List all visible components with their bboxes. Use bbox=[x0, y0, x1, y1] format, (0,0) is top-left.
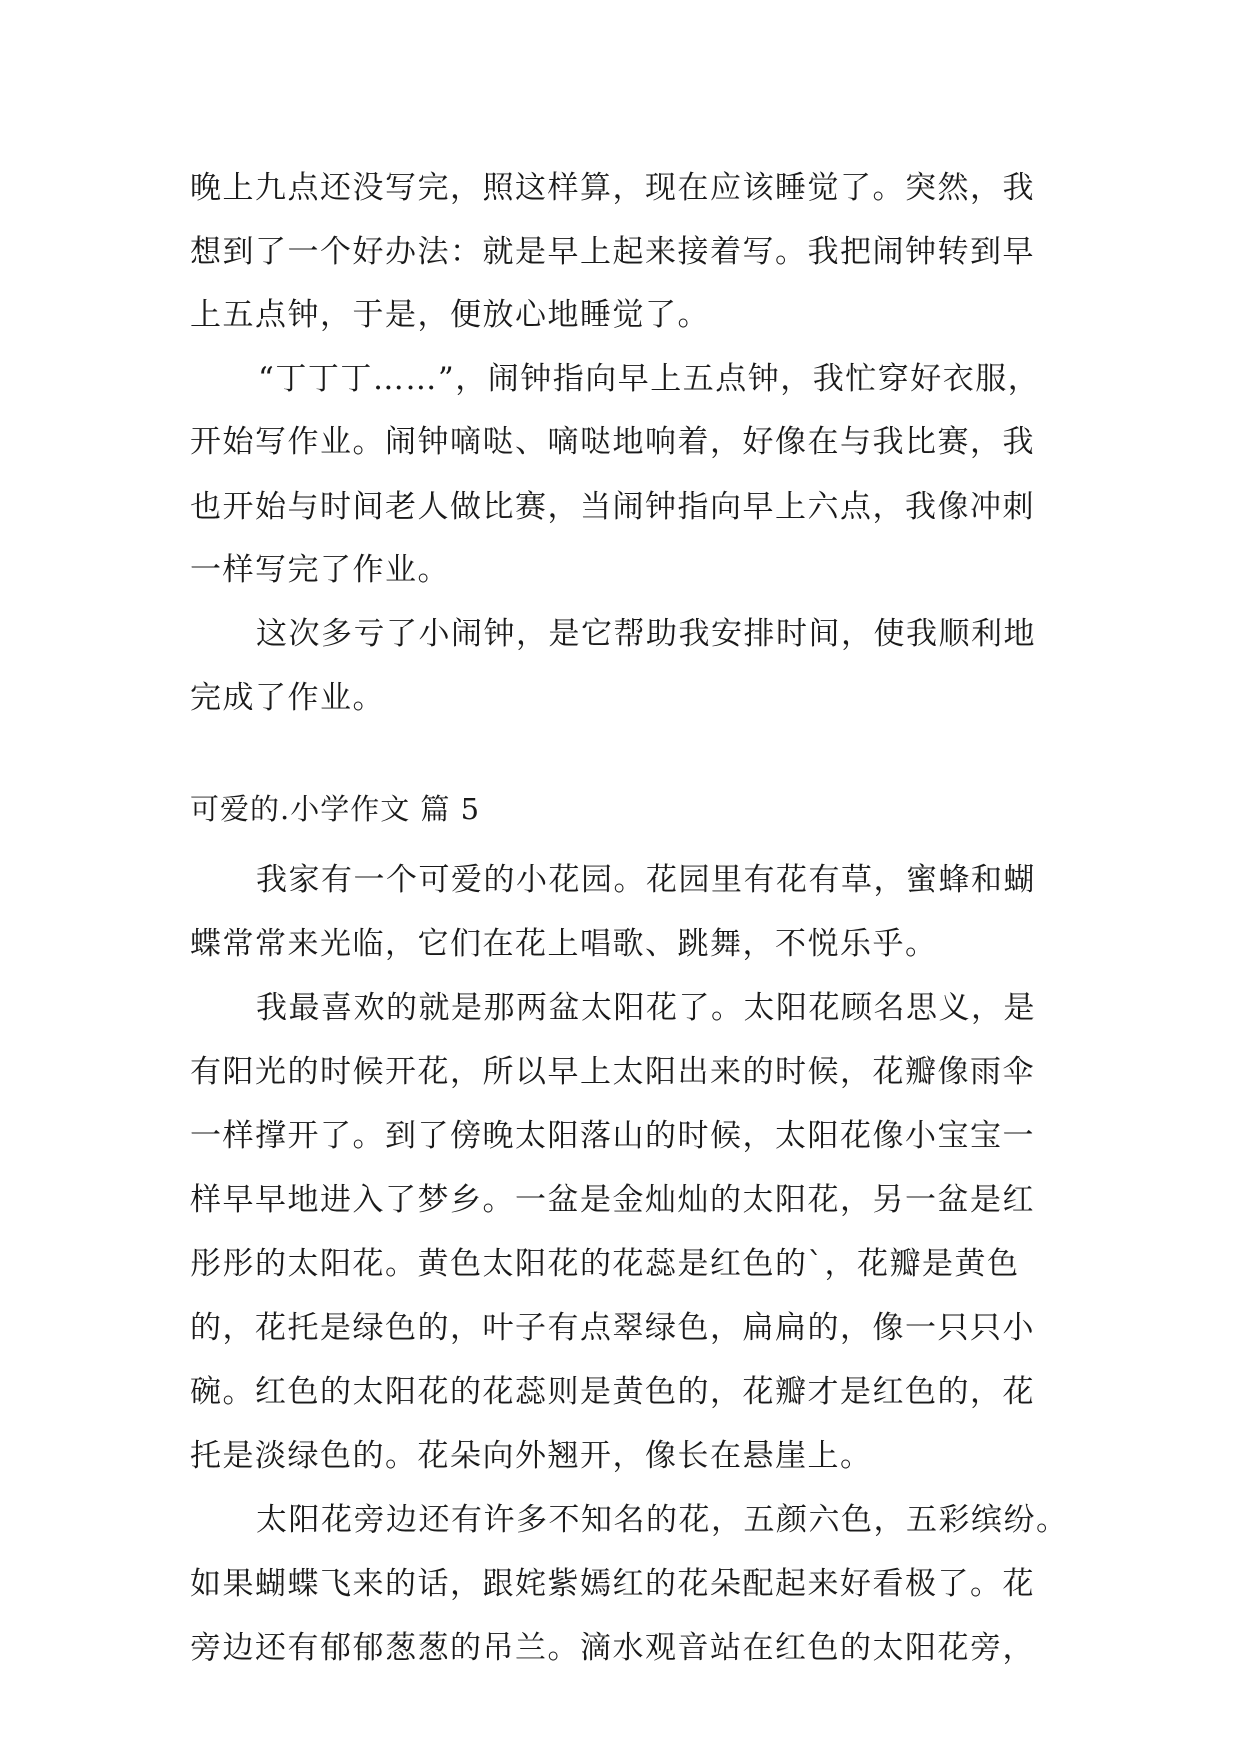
paragraph-line: 一样写完了作业。 bbox=[190, 552, 450, 588]
paragraph-line: 的，花托是绿色的，叶子有点翠绿色，扁扁的，像一只只小 bbox=[190, 1310, 1035, 1346]
paragraph-line: 样早早地进入了梦乡。一盆是金灿灿的太阳花，另一盆是红 bbox=[190, 1182, 1035, 1218]
paragraph-line: 想到了一个好办法：就是早上起来接着写。我把闹钟转到早 bbox=[190, 234, 1035, 270]
paragraph-line: 也开始与时间老人做比赛，当闹钟指向早上六点，我像冲刺 bbox=[190, 489, 1035, 525]
paragraph-line: 我家有一个可爱的小花园。花园里有花有草，蜜蜂和蝴 bbox=[256, 862, 1036, 898]
paragraph-line: 有阳光的时候开花，所以早上太阳出来的时候，花瓣像雨伞 bbox=[190, 1054, 1035, 1090]
paragraph-line: “丁丁丁……”，闹钟指向早上五点钟，我忙穿好衣服， bbox=[258, 361, 1041, 397]
paragraph-line: 开始写作业。闹钟嘀哒、嘀哒地响着，好像在与我比赛，我 bbox=[190, 424, 1035, 460]
paragraph-line: 上五点钟，于是，便放心地睡觉了。 bbox=[190, 297, 710, 333]
paragraph-line: 这次多亏了小闹钟，是它帮助我安排时间，使我顺利地 bbox=[256, 616, 1036, 652]
paragraph-line: 碗。红色的太阳花的花蕊则是黄色的，花瓣才是红色的，花 bbox=[190, 1374, 1035, 1410]
paragraph-line: 蝶常常来光临，它们在花上唱歌、跳舞，不悦乐乎。 bbox=[190, 926, 938, 962]
paragraph-line: 我最喜欢的就是那两盆太阳花了。太阳花顾名思义，是 bbox=[256, 990, 1036, 1026]
paragraph-line: 托是淡绿色的。花朵向外翘开，像长在悬崖上。 bbox=[190, 1438, 873, 1474]
paragraph-line: 旁边还有郁郁葱葱的吊兰。滴水观音站在红色的太阳花旁， bbox=[190, 1630, 1035, 1666]
section-heading: 可爱的.小学作文 篇 5 bbox=[190, 792, 481, 826]
paragraph-line: 彤彤的太阳花。黄色太阳花的花蕊是红色的`，花瓣是黄色 bbox=[190, 1246, 1020, 1282]
paragraph-line: 完成了作业。 bbox=[190, 680, 385, 716]
paragraph-line: 如果蝴蝶飞来的话，跟姹紫嫣红的花朵配起来好看极了。花 bbox=[190, 1566, 1035, 1602]
paragraph-line: 太阳花旁边还有许多不知名的花，五颜六色，五彩缤纷。 bbox=[256, 1502, 1069, 1538]
paragraph-line: 晚上九点还没写完，照这样算，现在应该睡觉了。突然，我 bbox=[190, 170, 1035, 206]
paragraph-line: 一样撑开了。到了傍晚太阳落山的时候，太阳花像小宝宝一 bbox=[190, 1118, 1035, 1154]
